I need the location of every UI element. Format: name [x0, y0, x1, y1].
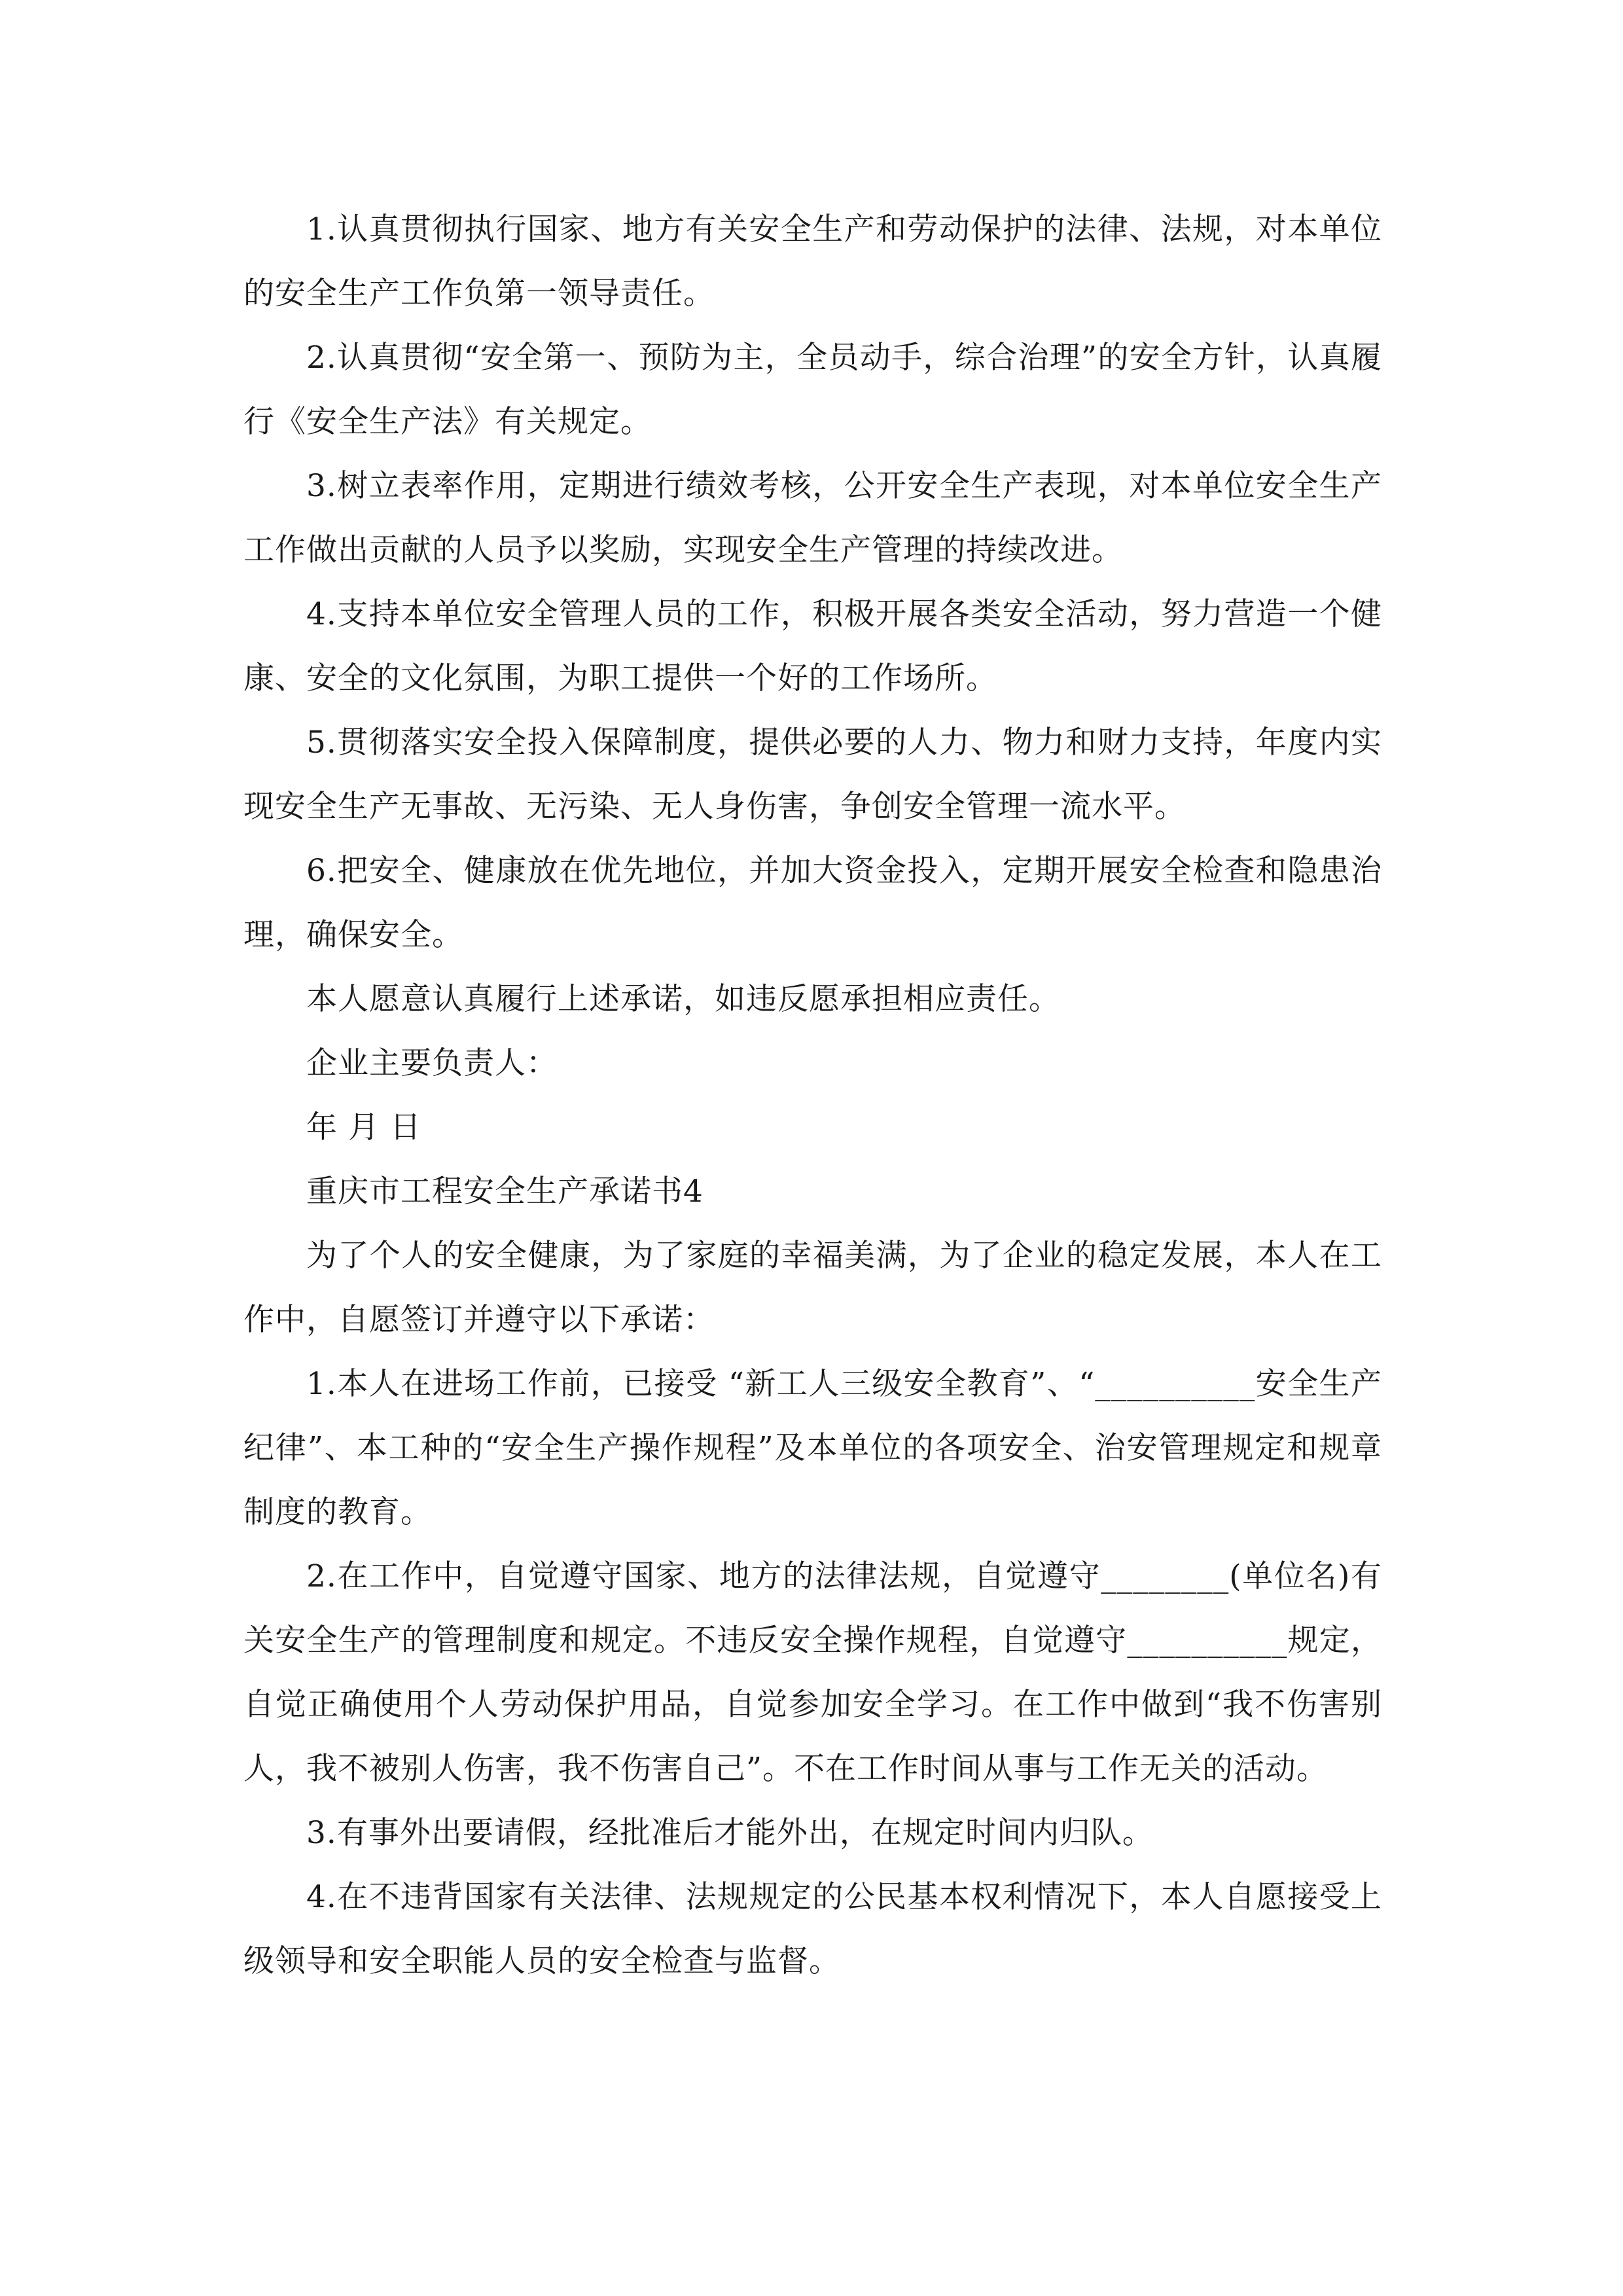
- signature-line: 企业主要负责人：: [306, 1045, 558, 1081]
- worker-commitment-2: 2.在工作中，自觉遵守国家、地方的法律法规，自觉遵守________(单位名)有关安全生产的管理制度和规定。不违反安全操作规程，自觉遵守__________规定，自觉正确使用个人劳动保护用品，自觉参加安全学习。在工作中做到“我不伤害别人，我不被别人伤害，我不伤害自己”。不在工作时间从事与工作无关的活动。: [243, 1558, 1382, 1787]
- intro-paragraph: 为了个人的安全健康，为了家庭的幸福美满，为了企业的稳定发展，本人在工作中，自愿签订并遵守以下承诺：: [243, 1238, 1382, 1338]
- commitment-item-1: 1.认真贯彻执行国家、地方有关安全生产和劳动保护的法律、法规，对本单位的安全生产工作负第一领导责任。: [243, 211, 1382, 312]
- commitment-item-5: 5.贯彻落实安全投入保障制度，提供必要的人力、物力和财力支持，年度内实现安全生产无事故、无污染、无人身伤害，争创安全管理一流水平。: [243, 725, 1382, 825]
- commitment-item-4: 4.支持本单位安全管理人员的工作，积极开展各类安全活动，努力营造一个健康、安全的文化氛围，为职工提供一个好的工作场所。: [243, 596, 1382, 696]
- worker-commitment-1: 1.本人在进场工作前，已接受 “新工人三级安全教育”、“__________安全生产纪律”、本工种的“安全生产操作规程”及本单位的各项安全、治安管理规定和规章制度的教育。: [243, 1366, 1382, 1530]
- worker-commitment-4: 4.在不违背国家有关法律、法规规定的公民基本权利情况下，本人自愿接受上级领导和安全职能人员的安全检查与监督。: [243, 1879, 1382, 1979]
- date-line: 年 月 日: [306, 1109, 421, 1145]
- document-body: [243, 198, 1382, 1994]
- commitment-item-3: 3.树立表率作用，定期进行绩效考核，公开安全生产表现，对本单位安全生产工作做出贡献的人员予以奖励，实现安全生产管理的持续改进。: [243, 468, 1382, 568]
- commitment-item-6: 6.把安全、健康放在优先地位，并加大资金投入，定期开展安全检查和隐患治理，确保安全。: [243, 853, 1382, 953]
- worker-commitment-3: 3.有事外出要请假，经批准后才能外出，在规定时间内归队。: [306, 1815, 1154, 1851]
- pledge-statement: 本人愿意认真履行上述承诺，如违反愿承担相应责任。: [306, 981, 1060, 1017]
- commitment-item-2: 2.认真贯彻“安全第一、预防为主，全员动手，综合治理”的安全方针，认真履行《安全生产法》有关规定。: [243, 340, 1382, 440]
- section-title: 重庆市工程安全生产承诺书4: [306, 1174, 704, 1210]
